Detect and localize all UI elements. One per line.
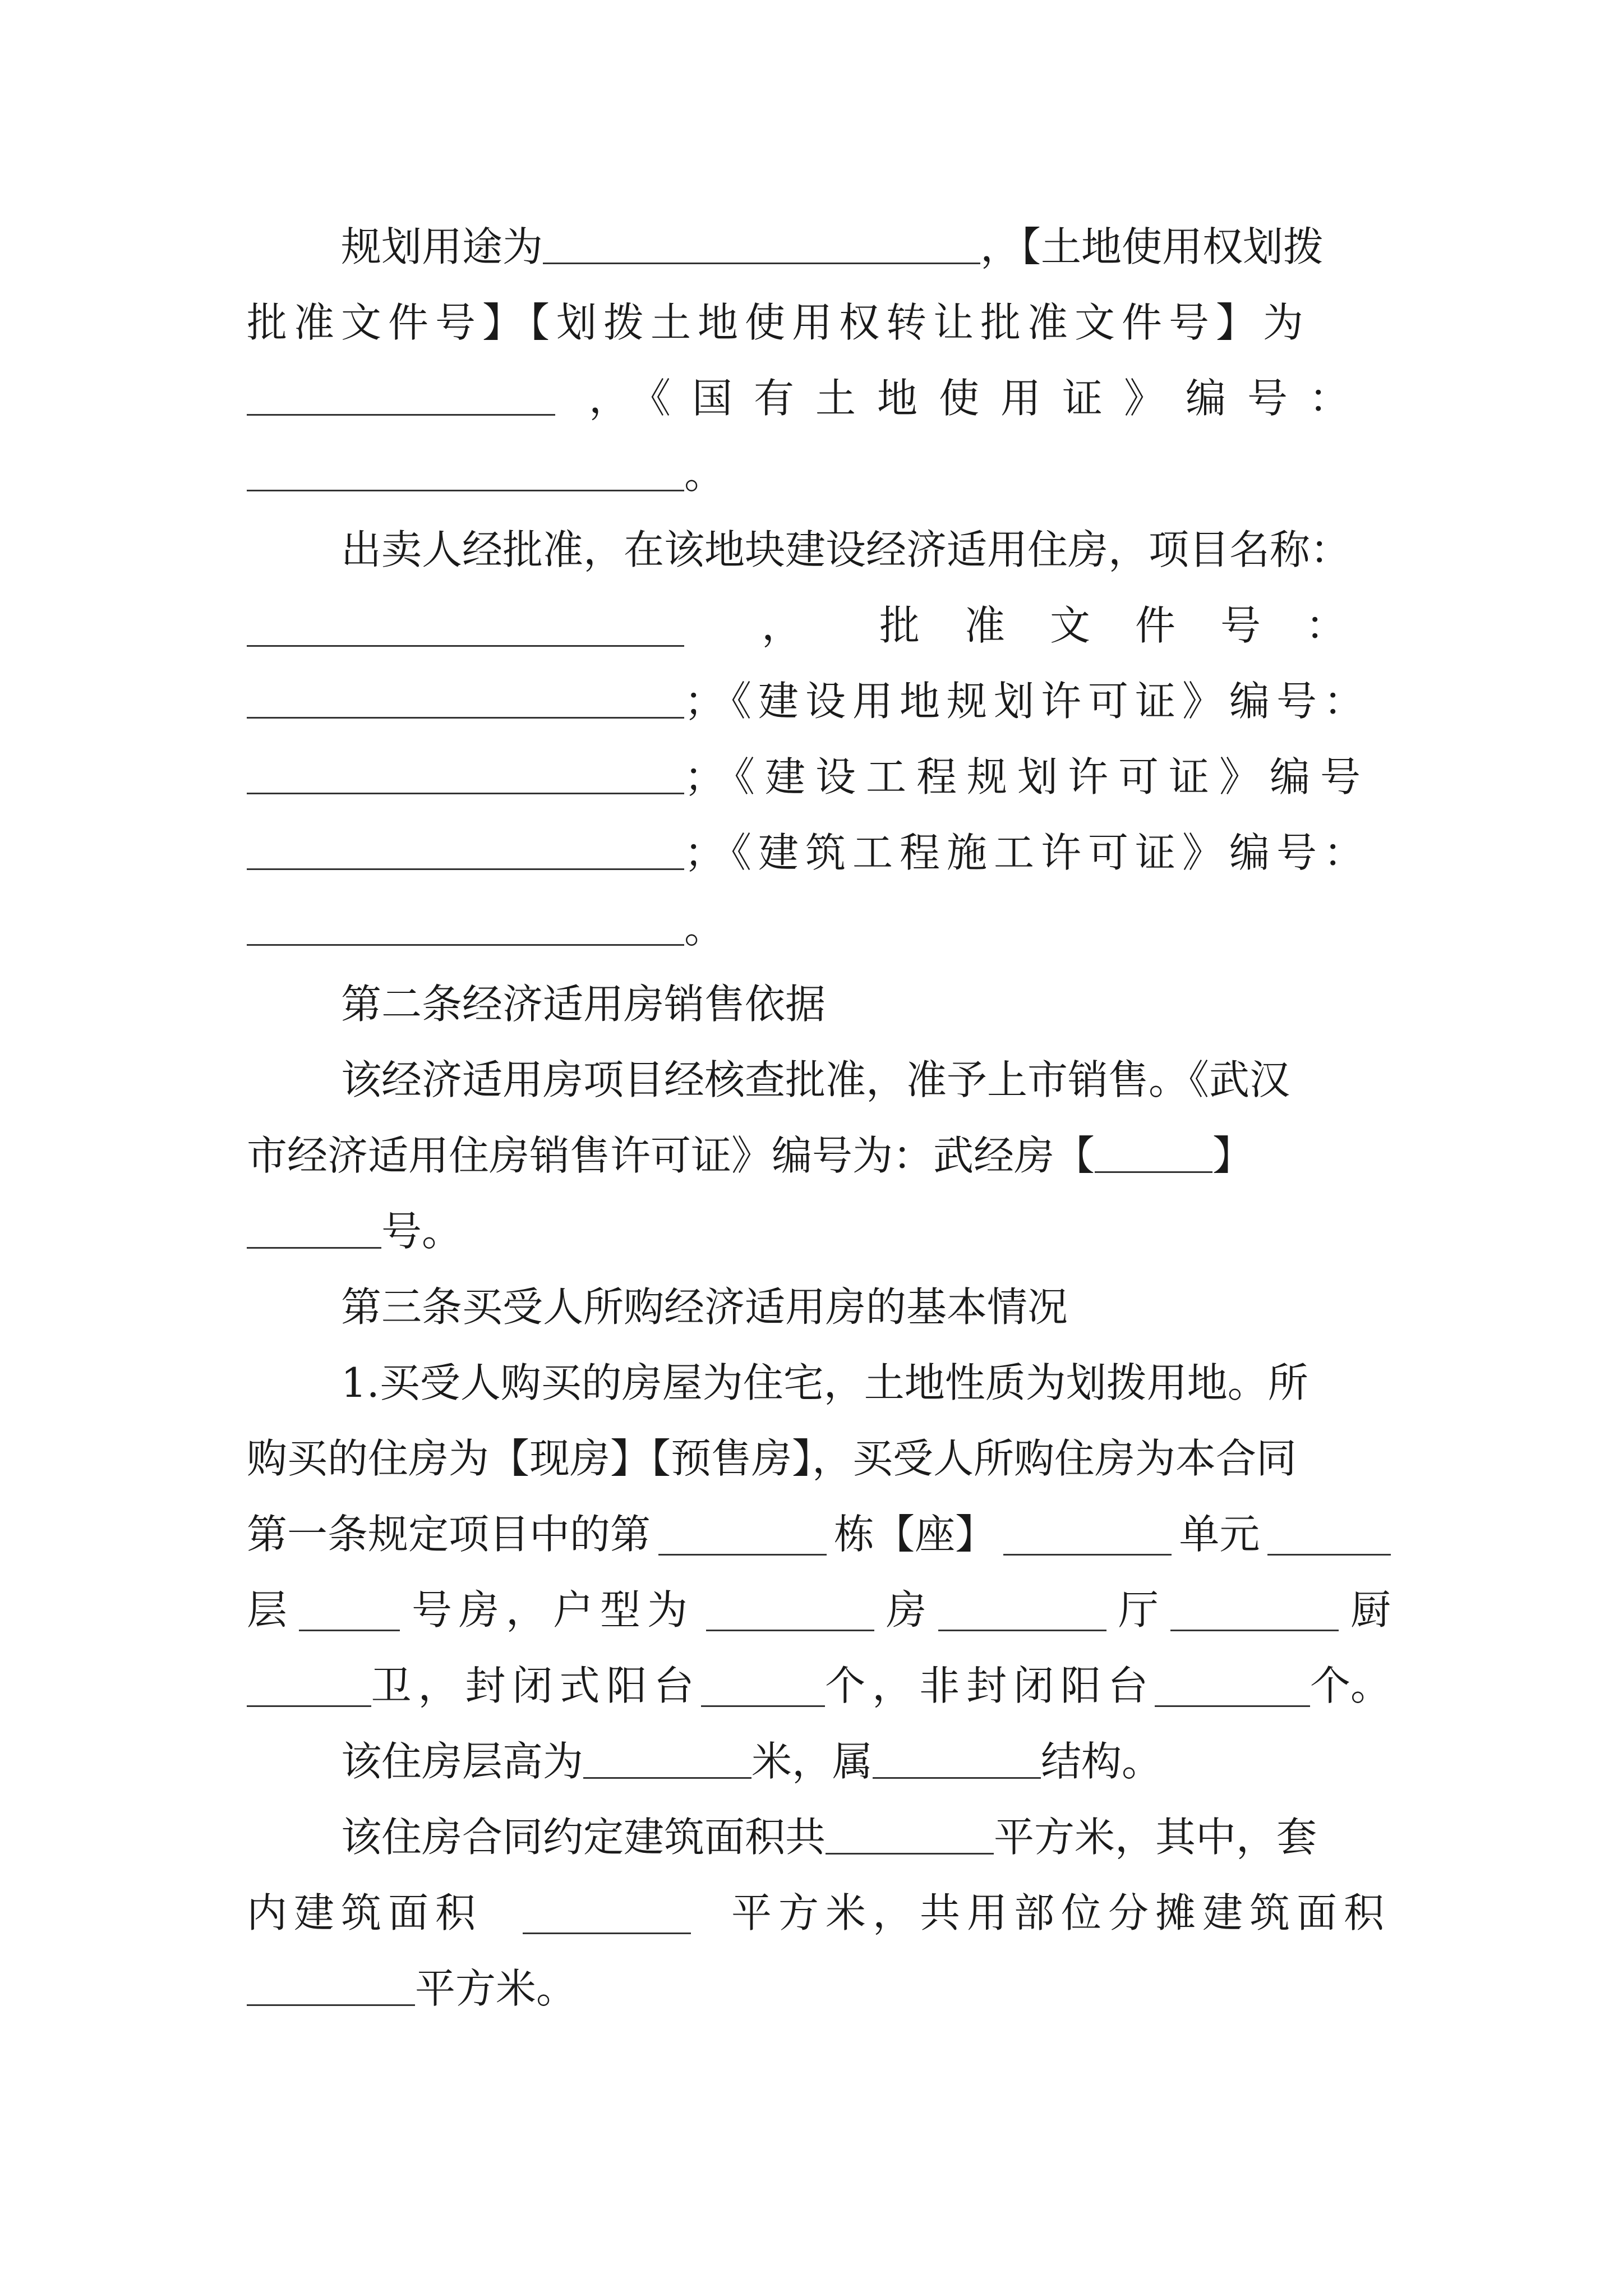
para1-line3 — [247, 359, 1391, 438]
blank-structure[interactable] — [873, 1737, 1041, 1779]
text: 购买的住房为【现房】【预售房】，买受人所购住房为本合同 — [247, 1435, 1297, 1482]
text: 厅 — [1118, 1586, 1159, 1634]
text: 第一条规定项目中的第 — [247, 1511, 651, 1558]
blank-enclosed-balconies[interactable] — [701, 1665, 826, 1707]
text: 1.买受人购买的房屋为住宅，土地性质为划拨用地。所 — [341, 1359, 1308, 1406]
text: 】 — [1212, 1132, 1253, 1179]
article3-p2 — [247, 1722, 1391, 1801]
text: ；《建设用地规划许可证》编号： — [684, 678, 1371, 725]
text: 内建筑面积 — [247, 1889, 483, 1936]
article3-p1-line4 — [247, 1571, 1391, 1649]
text: ，【土地使用权划拨 — [980, 223, 1324, 270]
article3-p3-line1 — [247, 1798, 1391, 1876]
para1-line4 — [247, 435, 1391, 513]
text: 厨 — [1350, 1586, 1391, 1634]
text: 批准文件号： — [879, 602, 1391, 649]
blank-unit[interactable] — [1003, 1513, 1172, 1556]
blank-rooms[interactable] — [706, 1589, 874, 1631]
text: ， — [761, 602, 802, 649]
blank-open-balconies[interactable] — [1155, 1665, 1310, 1707]
text: 结构。 — [1041, 1738, 1163, 1785]
para2-line4 — [247, 738, 1391, 816]
blank-engineering-planning-permit[interactable] — [247, 828, 684, 870]
text: 。 — [684, 450, 725, 498]
blank-kitchens[interactable] — [1170, 1589, 1339, 1631]
blank-permit-number[interactable] — [247, 1207, 381, 1249]
text: 规划用途为 — [341, 223, 543, 270]
blank-total-area[interactable] — [826, 1812, 994, 1855]
text: 号。 — [381, 1208, 463, 1255]
blank-land-cert-no[interactable] — [247, 449, 684, 491]
article3-p1-line1 — [247, 1343, 1391, 1422]
para1-line1 — [247, 208, 1391, 286]
article3-p1-line5 — [247, 1646, 1391, 1725]
text: 平方米。 — [415, 1965, 577, 2012]
blank-shared-area[interactable] — [247, 1964, 415, 2006]
article2-line2 — [247, 1116, 1391, 1195]
text: 个。 — [1310, 1662, 1391, 1709]
text: 。 — [684, 905, 725, 952]
blank-halls[interactable] — [938, 1589, 1106, 1631]
text: 号房，户型为 — [411, 1586, 694, 1634]
article3-p1-line2 — [247, 1419, 1391, 1498]
article3-p3-line3 — [247, 1949, 1391, 2028]
blank-floor[interactable] — [1267, 1513, 1391, 1556]
article2-heading — [247, 965, 1391, 1043]
blank-inner-area[interactable] — [523, 1892, 691, 1934]
text: 层 — [247, 1586, 288, 1634]
blank-floor-height[interactable] — [583, 1737, 751, 1779]
blank-bathrooms[interactable] — [247, 1665, 371, 1707]
blank-construction-permit[interactable] — [247, 904, 684, 946]
blank-planning-use[interactable] — [543, 222, 980, 264]
text: 第三条买受人所购经济适用房的基本情况 — [341, 1283, 1068, 1331]
para2-line5 — [247, 813, 1391, 892]
para2-line2 — [247, 586, 1391, 665]
text: 平方米，共用部位分摊建筑面积 — [731, 1889, 1391, 1936]
text: 卫，封闭式阳台 — [371, 1662, 701, 1709]
text: ；《建筑工程施工许可证》编号： — [684, 829, 1371, 876]
blank-approval-no[interactable] — [247, 374, 555, 416]
text: 个，非封闭阳台 — [825, 1662, 1155, 1709]
text: ，《国有土地使用证》编号： — [589, 375, 1371, 422]
text: 米，属 — [751, 1738, 873, 1785]
text: 该住房层高为 — [341, 1738, 584, 1785]
text: 房 — [886, 1586, 926, 1634]
blank-approval-file-no[interactable] — [247, 677, 684, 719]
para1-line2 — [247, 283, 1391, 362]
para2-line6 — [247, 889, 1391, 968]
text: 单元 — [1179, 1511, 1260, 1558]
article2-line1 — [247, 1041, 1391, 1119]
text: 该住房合同约定建筑面积共 — [341, 1814, 826, 1861]
blank-building[interactable] — [658, 1513, 827, 1556]
article2-line3 — [247, 1192, 1391, 1271]
article3-p1-line3 — [247, 1495, 1391, 1573]
article3-heading — [247, 1268, 1391, 1346]
text: 出卖人经批准，在该地块建设经济适用住房，项目名称： — [341, 526, 1351, 573]
article3-p3-line2 — [247, 1874, 1391, 1952]
text: 平方米，其中，套 — [994, 1814, 1317, 1861]
text: 该经济适用房项目经核查批准，准予上市销售。《武汉 — [341, 1056, 1290, 1103]
text: ；《建设工程规划许可证》编号 — [684, 753, 1371, 800]
text: 批准文件号】【划拨土地使用权转让批准文件号】为 — [247, 299, 1311, 346]
blank-permit-year[interactable] — [1095, 1131, 1212, 1173]
text: 第二条经济适用房销售依据 — [341, 981, 826, 1028]
blank-project-name[interactable] — [247, 605, 684, 647]
para2-line3 — [247, 662, 1391, 740]
text: 栋【座】 — [834, 1511, 996, 1558]
text: 市经济适用住房销售许可证》编号为：武经房【 — [247, 1132, 1095, 1179]
blank-land-planning-permit[interactable] — [247, 752, 684, 794]
para2-line1 — [247, 510, 1391, 589]
blank-room-no[interactable] — [299, 1589, 400, 1631]
